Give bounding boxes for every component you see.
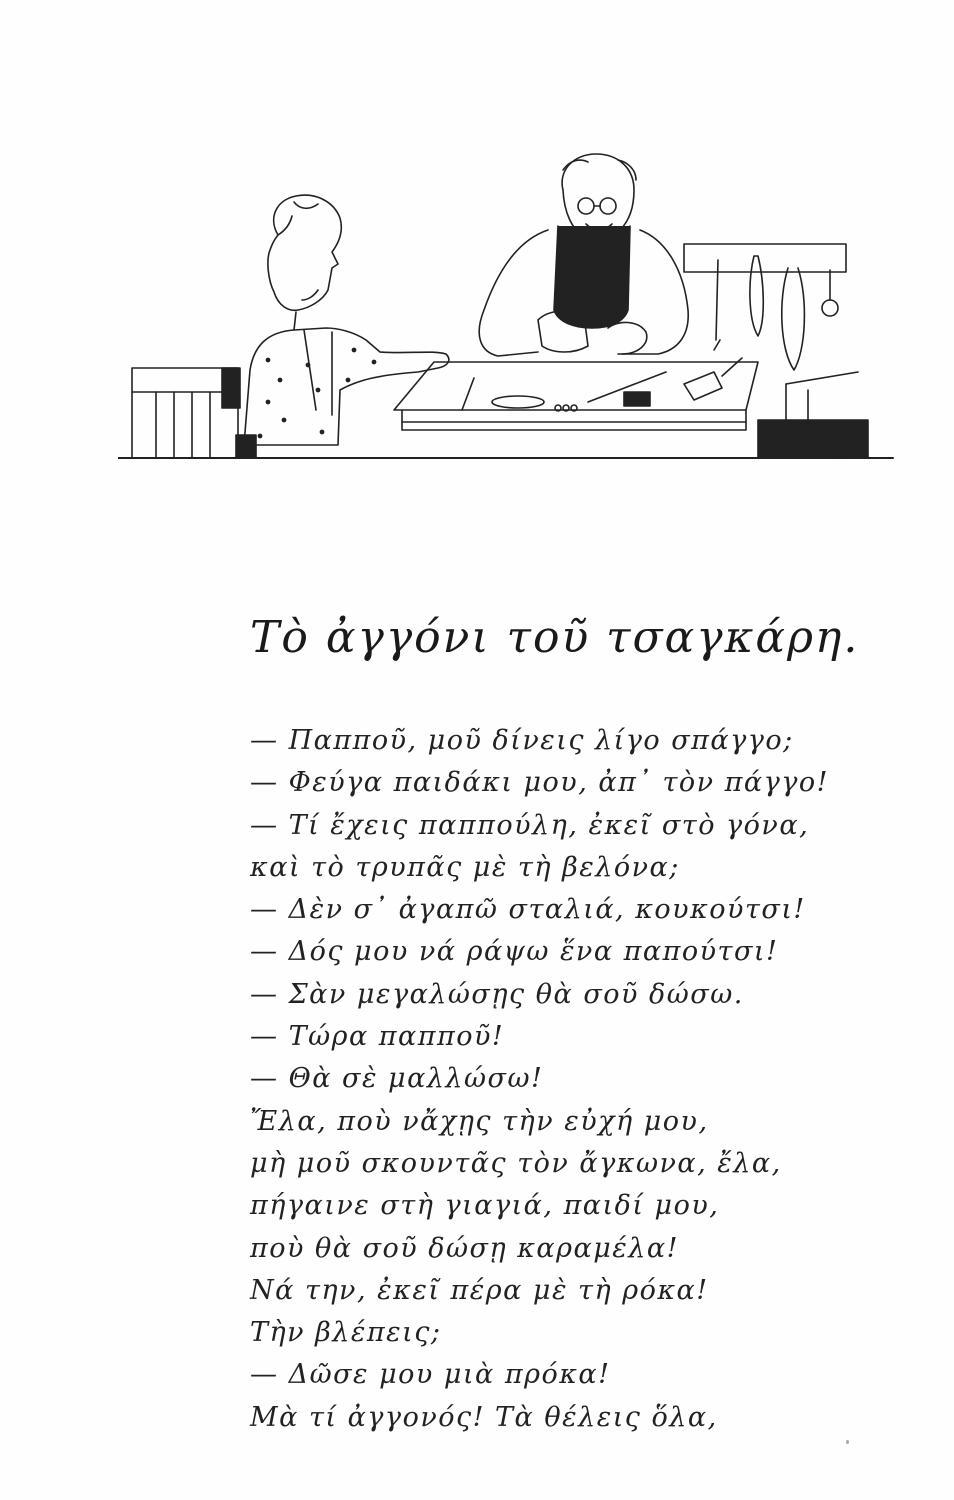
boy-figure xyxy=(244,195,449,445)
poem-line: — Δὲν σ᾽ ἀγαπῶ σταλιά, κουκούτσι! xyxy=(250,894,806,926)
poem-line: Νά την, ἐκεῖ πέρα μὲ τὴ ρόκα! xyxy=(250,1274,709,1306)
striped-box xyxy=(132,368,256,458)
poem-line: — Δῶσε μου μιὰ πρόκα! xyxy=(250,1359,611,1391)
poem-line: μὴ μοῦ σκουντᾶς τὸν ἄγκωνα, ἔλα, xyxy=(250,1147,782,1179)
poem-line: καὶ τὸ τρυπᾶς μὲ τὴ βελόνα; xyxy=(250,851,680,883)
poem-body xyxy=(250,720,890,1439)
poem-line: ποὺ θὰ σοῦ δώσῃ καραμέλα! xyxy=(250,1232,679,1264)
shoemaker-illustration xyxy=(118,140,898,470)
poem-line: — Παπποῦ, μοῦ δίνεις λίγο σπάγγο; xyxy=(250,725,794,756)
paper-speck xyxy=(846,1440,849,1444)
poem-line: — Θὰ σὲ μαλλώσω! xyxy=(250,1063,544,1095)
poem-line: Ἔλα, ποὺ νἄχῃς τὴν εὐχή μου, xyxy=(250,1105,709,1137)
poem-title: Τὸ ἀγγόνι τοῦ τσαγκάρη. xyxy=(250,612,860,663)
poem-line: — Φεύγα παιδάκι μου, ἀπ᾽ τὸν πάγγο! xyxy=(250,767,829,799)
shoemaker-figure xyxy=(479,154,688,356)
poem-line: — Τί ἔχεις παππούλη, ἐκεῖ στὸ γόνα, xyxy=(250,809,810,841)
poem-line: — Σὰν μεγαλώσῃς θὰ σοῦ δώσω. xyxy=(250,978,744,1010)
poem-line: πήγαινε στὴ γιαγιά, παιδί μου, xyxy=(250,1190,720,1222)
tool-rack xyxy=(684,244,846,370)
shoe-stand xyxy=(758,372,868,458)
poem-line: Τὴν βλέπεις; xyxy=(250,1317,442,1349)
poem-line: — Τώρα παπποῦ! xyxy=(250,1021,505,1053)
bench-tools xyxy=(492,358,742,411)
poem-line: — Δός μου νά ράψω ἕνα παπούτσι! xyxy=(250,936,779,968)
poem-line: Μὰ τί ἀγγονός! Τὰ θέλεις ὅλα, xyxy=(250,1401,718,1433)
